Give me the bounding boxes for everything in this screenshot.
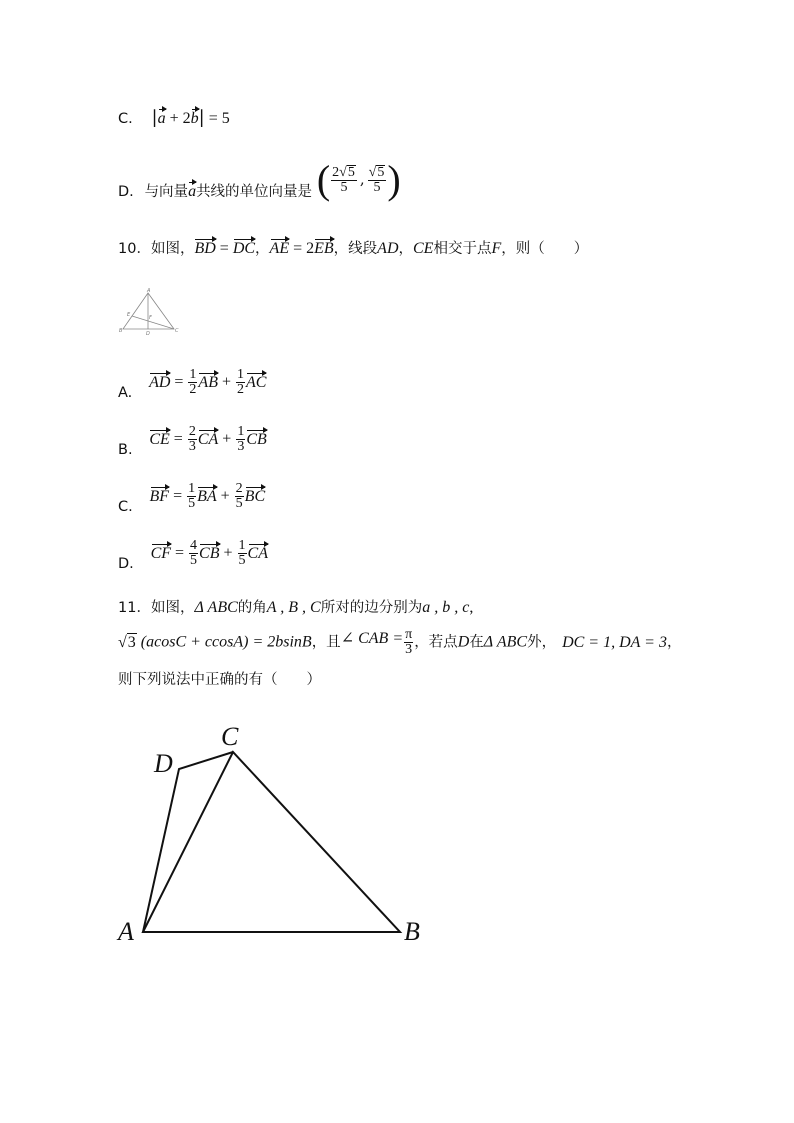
q9-option-d: D. 与向量a共线的单位向量是 ( $\frac{2√5}{5}$ , $\frac{√5}{5}$ ) (118, 157, 401, 202)
figure-label-d: D (154, 749, 173, 778)
q11-quadrilateral-figure (110, 716, 440, 956)
figure-label-d: D (146, 331, 150, 336)
figure-label-f: F (149, 315, 152, 321)
figure-label-b: B (404, 917, 420, 946)
figure-label-a: A (118, 917, 134, 946)
option-label: C. (118, 498, 133, 515)
fraction: $\frac{√5}{5}$ (368, 165, 385, 195)
option-label: A. (118, 384, 133, 401)
question-number: 11．如图， (118, 600, 195, 616)
q10-triangle-figure (118, 288, 182, 336)
q10-option-b[interactable]: B. CE = $\frac{2}{3}$ CA + $\frac{1}{3}$ CB (118, 424, 267, 458)
figure-label-a: A (147, 288, 151, 294)
option-label: D. (118, 555, 134, 572)
q10-option-d[interactable]: D. CF = $\frac{4}{5}$ CB + $\frac{1}{5}$ CA (118, 538, 268, 572)
vector-a: a (188, 179, 196, 201)
q9-option-c: C. |a + 2b| = 5 (118, 107, 230, 128)
vector-b: b (191, 106, 199, 128)
option-text: 共线的单位向量是 (196, 184, 313, 200)
option-label: C. (118, 111, 133, 127)
q11-stem-line3: 则下列说法中正确的有（ ） (118, 672, 321, 688)
q11-stem-line1: 11．如图，Δ ABC的角A , B , C所对的边分别为a , b , c, (118, 599, 474, 616)
vector-ae: AE (270, 236, 290, 258)
vector-eb: EB (314, 236, 334, 258)
vector-bd: BD (194, 236, 215, 258)
q10-option-a[interactable]: A. AD = $\frac{1}{2}$ AB + $\frac{1}{2}$ AC (118, 367, 267, 401)
option-label: D. (118, 184, 134, 200)
math-text: + 2 (165, 110, 191, 127)
option-label: B. (118, 441, 133, 458)
figure-label-e: E (127, 312, 131, 318)
q10-option-c[interactable]: C. BF = $\frac{1}{5}$ BA + $\frac{2}{5}$ BC (118, 481, 266, 515)
vector-a: a (158, 106, 166, 128)
fraction: $\frac{2√5}{5}$ (332, 165, 355, 195)
q11-stem-line2: √3 (acosC + ccosA) = 2bsinB，且∠ CAB = $\frac{\pi}{3}$ ，若点D在Δ ABC外， DC = 1, DA = 3， (118, 627, 682, 657)
math-text: = 5 (204, 110, 230, 127)
question-number: 10．如图， (118, 241, 195, 257)
option-text: 与向量 (144, 184, 189, 200)
figure-label-b: B (119, 328, 123, 334)
figure-label-c: C (175, 328, 179, 334)
q10-stem: 10．如图，BD = DC，AE = 2EB，线段AD，CE相交于点F，则（ ） (118, 236, 588, 258)
figure-label-c: C (221, 722, 239, 751)
vector-dc: DC (233, 236, 255, 258)
